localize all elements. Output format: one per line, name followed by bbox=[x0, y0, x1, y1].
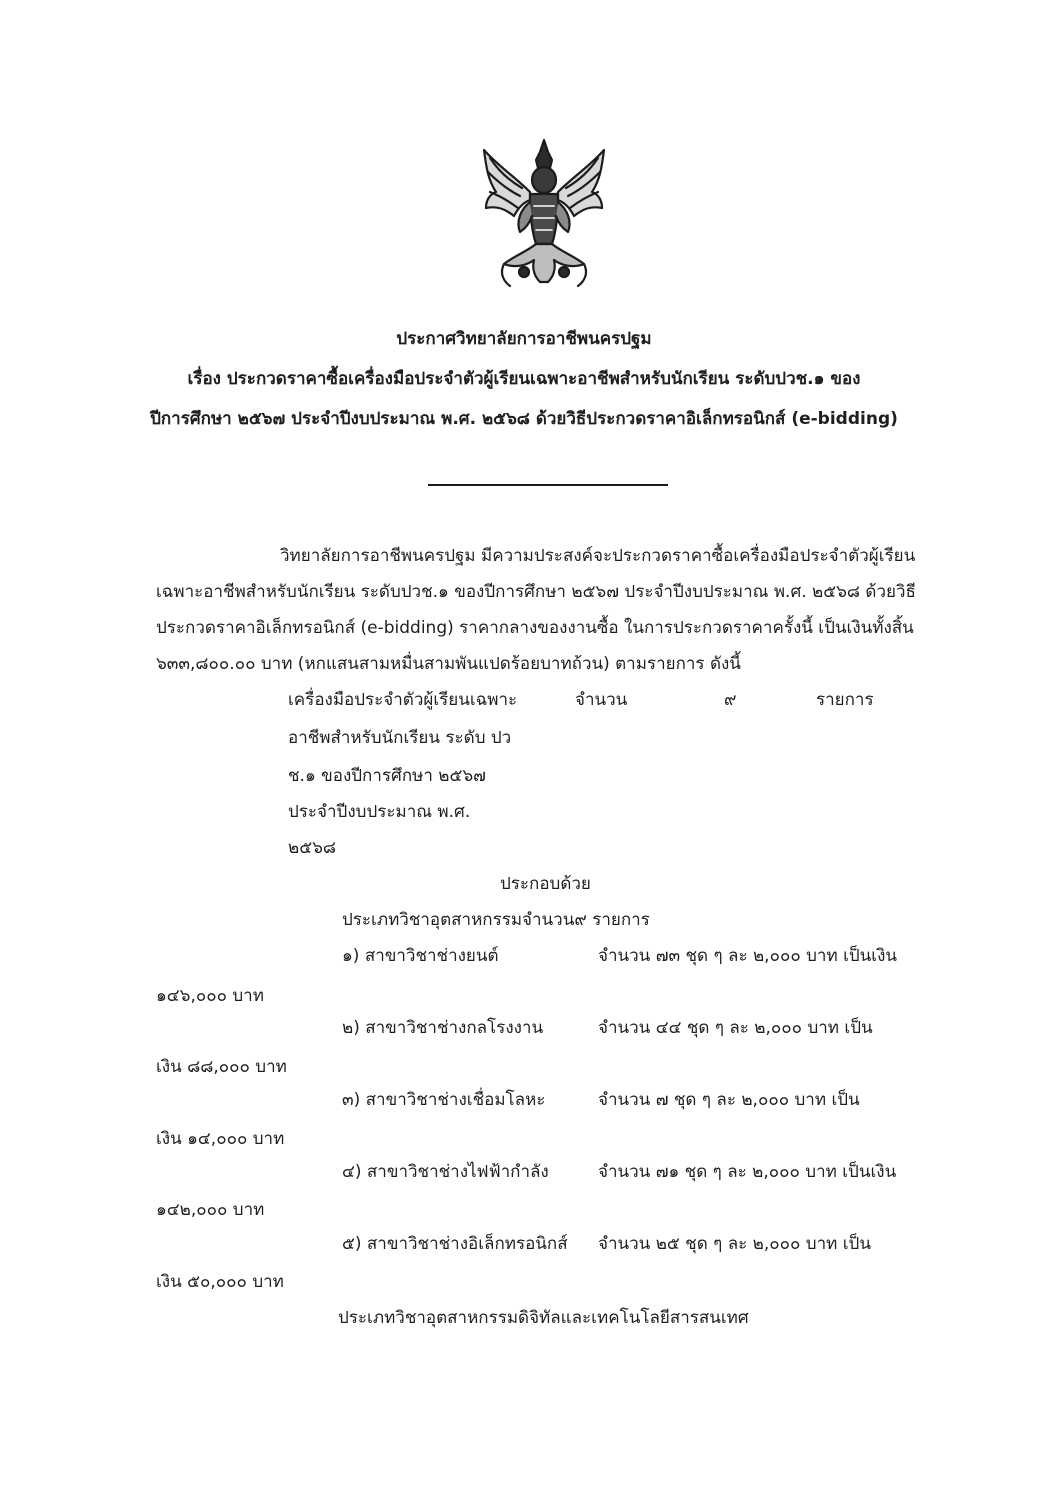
title-divider bbox=[428, 484, 668, 486]
list-item-name: ๓) สาขาวิชาช่างเชื่อมโลหะ bbox=[342, 1090, 546, 1110]
announcement-subject-line-2: ปีการศึกษา ๒๕๖๗ ประจำปีงบประมาณ พ.ศ. ๒๕๖๘ ด้วยวิธีประกวดราคาอิเล็กทรอนิกส์ (e-bidding) bbox=[150, 409, 898, 429]
list-item-total: ๑๔๖,๐๐๐ บาท bbox=[156, 986, 264, 1006]
list-item-total: ๑๔๒,๐๐๐ บาท bbox=[156, 1200, 265, 1220]
list-item-total: เงิน ๑๔,๐๐๐ บาท bbox=[156, 1129, 285, 1149]
announcement-title: ประกาศวิทยาลัยการอาชีพนครปฐม bbox=[396, 329, 652, 349]
composition-heading: ประกอบด้วย bbox=[500, 874, 591, 894]
announcement-subject-line-1: เรื่อง ประกวดราคาซื้อเครื่องมือประจำตัวผู้เรียนเฉพาะอาชีพสำหรับนักเรียน ระดับปวช.๑ ของ bbox=[187, 369, 861, 389]
list-item-detail: จำนวน ๒๕ ชุด ๆ ละ ๒,๐๐๐ บาท เป็น bbox=[598, 1234, 871, 1254]
summary-item-line-1: เครื่องมือประจำตัวผู้เรียนเฉพาะ bbox=[288, 690, 518, 710]
summary-item-line-2: อาชีพสำหรับนักเรียน ระดับ ปว bbox=[288, 728, 512, 748]
summary-unit: รายการ bbox=[816, 690, 874, 710]
list-item-name: ๑) สาขาวิชาช่างยนต์ bbox=[342, 946, 499, 966]
body-paragraph-line-4: ๖๓๓,๘๐๐.๐๐ บาท (หกแสนสามหมื่นสามพันแปดร้อยบาทถ้วน) ตามรายการ ดังนี้ bbox=[156, 654, 741, 674]
summary-qty-label: จำนวน bbox=[575, 690, 628, 710]
composition-category-1: ประเภทวิชาอุตสาหกรรมจำนวน๙ รายการ bbox=[342, 910, 650, 930]
list-item-detail: จำนวน ๗๓ ชุด ๆ ละ ๒,๐๐๐ บาท เป็นเงิน bbox=[598, 946, 898, 966]
list-item-detail: จำนวน ๗๑ ชุด ๆ ละ ๒,๐๐๐ บาท เป็นเงิน bbox=[598, 1162, 897, 1182]
composition-category-2: ประเภทวิชาอุตสาหกรรมดิจิทัลและเทคโนโลยีสารสนเทศ bbox=[338, 1308, 749, 1328]
body-paragraph-line-1: วิทยาลัยการอาชีพนครปฐม มีความประสงค์จะประกวดราคาซื้อเครื่องมือประจำตัวผู้เรียน bbox=[280, 546, 916, 566]
summary-qty-value: ๙ bbox=[724, 690, 737, 710]
list-item-detail: จำนวน ๔๔ ชุด ๆ ละ ๒,๐๐๐ บาท เป็น bbox=[598, 1018, 873, 1038]
summary-item-line-4: ประจำปีงบประมาณ พ.ศ. bbox=[288, 802, 471, 822]
summary-item-line-3: ช.๑ ของปีการศึกษา ๒๕๖๗ bbox=[288, 766, 486, 786]
body-paragraph-line-3: ประกวดราคาอิเล็กทรอนิกส์ (e-bidding) ราคากลางของงานซื้อ ในการประกวดราคาครั้งนี้ เป็นเงินทั้งสิ้น bbox=[156, 618, 914, 638]
body-paragraph-line-2: เฉพาะอาชีพสำหรับนักเรียน ระดับปวช.๑ ของปีการศึกษา ๒๕๖๗ ประจำปีงบประมาณ พ.ศ. ๒๕๖๘ ด้วยวิธี bbox=[156, 582, 916, 602]
list-item-total: เงิน ๕๐,๐๐๐ บาท bbox=[156, 1272, 284, 1292]
list-item-name: ๔) สาขาวิชาช่างไฟฟ้ากำลัง bbox=[342, 1162, 549, 1182]
list-item-total: เงิน ๘๘,๐๐๐ บาท bbox=[156, 1057, 287, 1077]
garuda-emblem-icon bbox=[474, 136, 614, 292]
summary-item-line-5: ๒๕๖๘ bbox=[288, 838, 336, 858]
list-item-name: ๕) สาขาวิชาช่างอิเล็กทรอนิกส์ bbox=[342, 1234, 568, 1254]
list-item-detail: จำนวน ๗ ชุด ๆ ละ ๒,๐๐๐ บาท เป็น bbox=[598, 1090, 860, 1110]
list-item-name: ๒) สาขาวิชาช่างกลโรงงาน bbox=[342, 1018, 544, 1038]
